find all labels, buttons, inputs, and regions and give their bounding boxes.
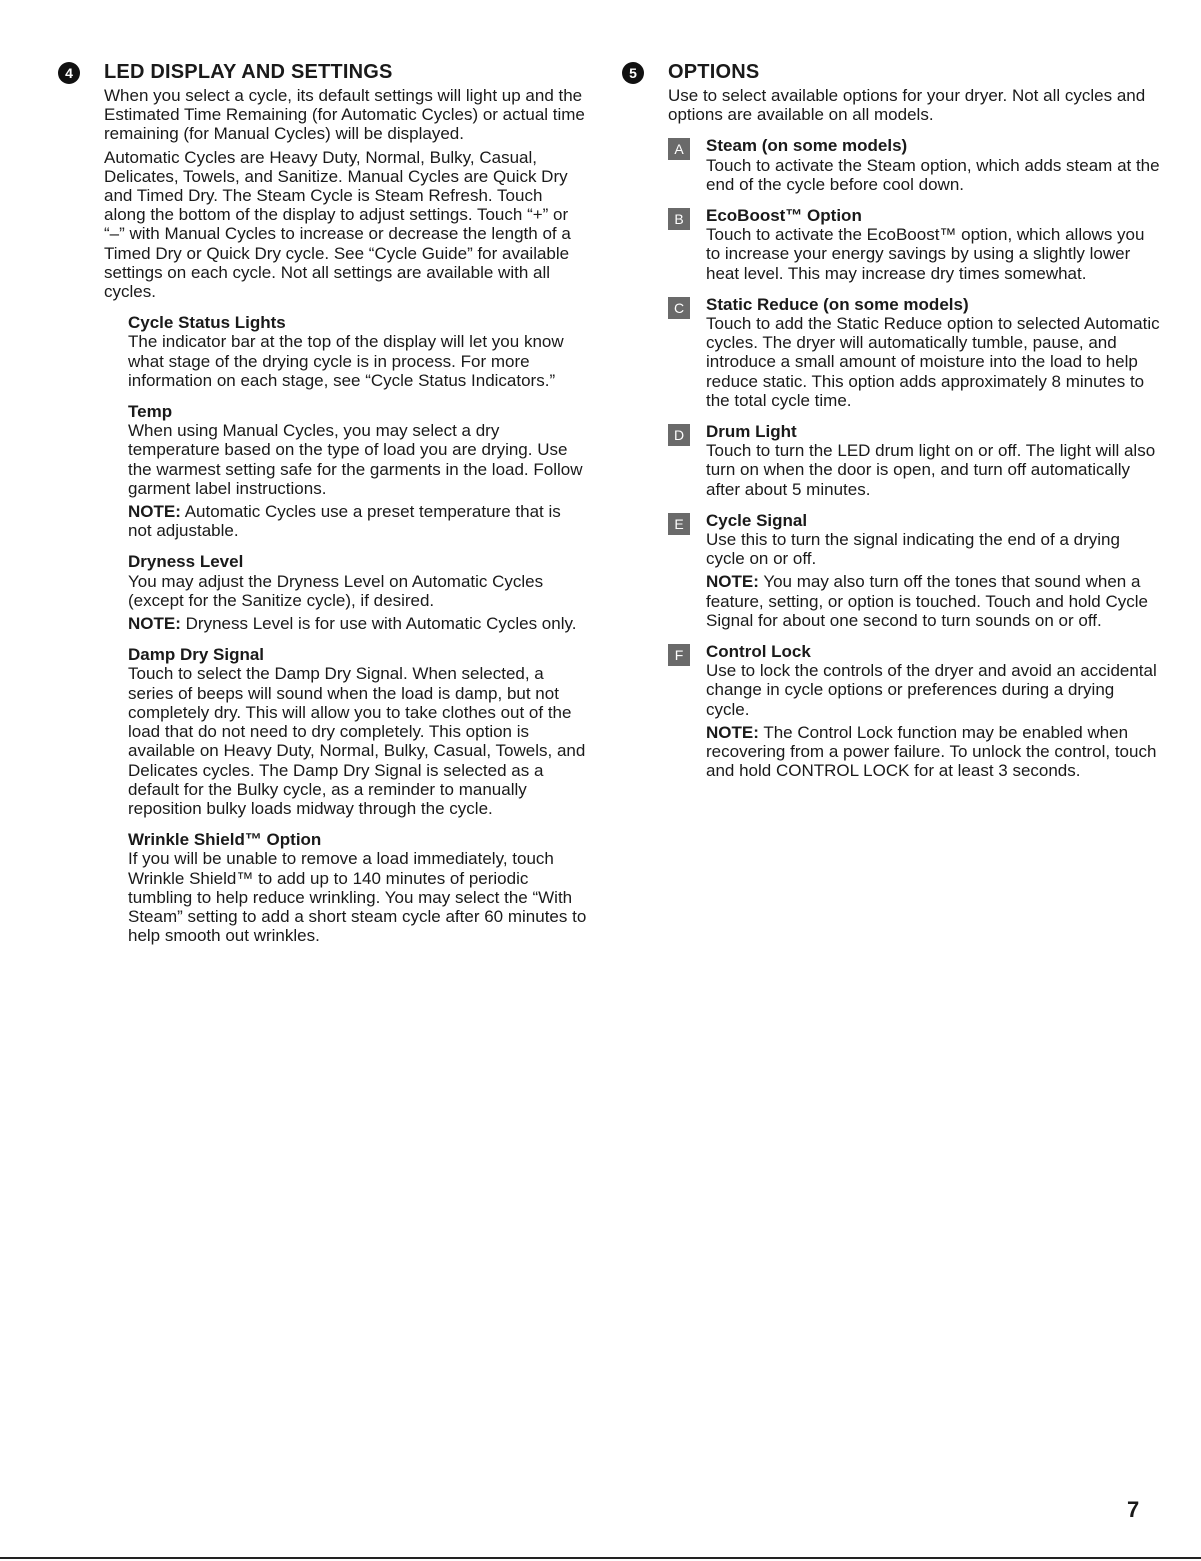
intro-paragraph: Use to select available options for your dryer. Not all cycles and options are available on all models. <box>668 86 1146 125</box>
option-letter-badge: E <box>668 513 690 535</box>
option-title: Cycle Signal <box>706 510 808 530</box>
subsection-text: You may adjust the Dryness Level on Automatic Cycles (except for the Sanitize cycle), if desired. <box>128 571 544 610</box>
subsection-title: Dryness Level <box>128 552 244 572</box>
options-section <box>622 60 1162 785</box>
option-text: Touch to add the Static Reduce option to selected Automatic cycles. The dryer will automatically tumble, pause, and introduce a small amount of moisture into the load to help reduce static. This option adds approximately 8 minutes to the total cycle time. <box>706 314 1160 410</box>
option-text: Touch to activate the EcoBoost™ option, which allows you to increase your energy savings by using a slightly lower heat level. This may increase dry times somewhat. <box>706 225 1145 283</box>
temp-block <box>128 402 588 540</box>
section-title: LED DISPLAY AND SETTINGS <box>104 61 393 83</box>
subsection-text: The indicator bar at the top of the display will let you know what stage of the drying cycle is in process. For more information on each stage, see “Cycle Status Indicators.” <box>128 332 564 390</box>
option-title: Static Reduce (on some models) <box>706 294 969 314</box>
option-letter-badge: F <box>668 644 690 666</box>
cycle-status-lights-block <box>128 313 588 390</box>
section-body <box>104 86 588 945</box>
cycles-paragraph: Automatic Cycles are Heavy Duty, Normal, Bulky, Casual, Delicates, Towels, and Sanitize. Manual Cycles are Quick Dry and Timed Dry. The Steam Cycle is Steam Refresh. Touch along the bottom of the display to adjust settings. Touch “+” or “–” with Manual Cycles to increase or decrease the length of a Timed Dry or Quick Dry cycle. See “Cycle Guide” for available settings on each cycle. Not all settings are available with all cycles. <box>104 147 571 302</box>
wrinkle-shield-block <box>128 830 588 945</box>
note-text: The Control Lock function may be enabled when recovering from a power failure. To unlock the control, touch and hold CONTROL LOCK for at least 3 seconds. <box>706 722 1157 781</box>
option-letter-badge: D <box>668 424 690 446</box>
damp-dry-signal-block <box>128 645 588 818</box>
option-text: Touch to activate the Steam option, which adds steam at the end of the cycle before cool down. <box>706 155 1160 194</box>
note-label: NOTE: <box>706 572 759 592</box>
option-title: Drum Light <box>706 422 797 442</box>
section-header <box>58 60 588 86</box>
intro-paragraph: When you select a cycle, its default settings will light up and the Estimated Time Remaining (for Automatic Cycles) or actual time remaining (for Manual Cycles) will be displayed. <box>104 86 585 144</box>
page-number: 7 <box>1127 1497 1140 1522</box>
option-letter-badge: C <box>668 297 690 319</box>
note-text: You may also turn off the tones that sound when a feature, setting, or option is touched. Touch and hold Cycle Signal for about one second to turn sounds on or off. <box>706 572 1148 630</box>
note-text: Automatic Cycles use a preset temperature that is not adjustable. <box>128 502 561 541</box>
subsection-title: Damp Dry Signal <box>128 645 265 665</box>
option-static-reduce <box>622 295 1162 410</box>
section-number-badge: 5 <box>622 62 644 84</box>
subsection-title: Cycle Status Lights <box>128 313 286 333</box>
note-text: Dryness Level is for use with Automatic Cycles only. <box>185 614 577 634</box>
note <box>128 502 588 540</box>
note <box>128 614 588 633</box>
note-label: NOTE: <box>128 502 181 522</box>
option-control-lock <box>622 642 1162 780</box>
note <box>706 572 1162 630</box>
note-label: NOTE: <box>706 722 759 742</box>
subsection-text: When using Manual Cycles, you may select a dry temperature based on the type of load you are drying. Use the warmest setting safe for the garments in the load. Follow garment label instructions. <box>128 421 583 498</box>
option-steam <box>622 136 1162 194</box>
section-header <box>622 60 1162 86</box>
section-body <box>668 86 1162 124</box>
option-title: Control Lock <box>706 642 811 662</box>
option-title: EcoBoost™ Option <box>706 206 862 226</box>
subsection-title: Wrinkle Shield™ Option <box>128 830 322 850</box>
option-title: Steam (on some models) <box>706 136 908 156</box>
option-text: Use this to turn the signal indicating the end of a drying cycle on or off. <box>706 530 1120 569</box>
option-text: Use to lock the controls of the dryer and avoid an accidental change in cycle options or preferences during a drying cycle. <box>706 661 1157 719</box>
option-drum-light <box>622 422 1162 499</box>
section-number-badge: 4 <box>58 62 80 84</box>
led-display-section <box>58 60 588 949</box>
section-title: OPTIONS <box>668 61 760 83</box>
note-label: NOTE: <box>128 614 181 634</box>
subsection-text: If you will be unable to remove a load immediately, touch Wrinkle Shield™ to add up to 140 minutes of periodic tumbling to help reduce wrinkling. You may select the “With Steam” setting to add a short steam cycle after 60 minutes to help smooth out wrinkles. <box>128 849 587 946</box>
subsection-title: Temp <box>128 402 173 422</box>
option-text: Touch to turn the LED drum light on or off. The light will also turn on when the door is open, and turn off automatically after about 5 minutes. <box>706 441 1156 499</box>
subsection-text: Touch to select the Damp Dry Signal. When selected, a series of beeps will sound when the load is damp, but not completely dry. This will allow you to take clothes out of the load that do not need to dry completely. This option is available on Heavy Duty, Normal, Bulky, Casual, Towels, and Delicates cycles. The Damp Dry Signal is selected as a default for the Bulky cycle, as a reminder to manually reposition bulky loads midway through the cycle. <box>128 664 586 818</box>
note <box>706 723 1162 781</box>
option-cycle-signal <box>622 511 1162 630</box>
bottom-rule <box>0 1557 1201 1559</box>
option-ecoboost <box>622 206 1162 283</box>
option-letter-badge: A <box>668 138 690 160</box>
dryness-level-block <box>128 552 588 633</box>
option-letter-badge: B <box>668 208 690 230</box>
